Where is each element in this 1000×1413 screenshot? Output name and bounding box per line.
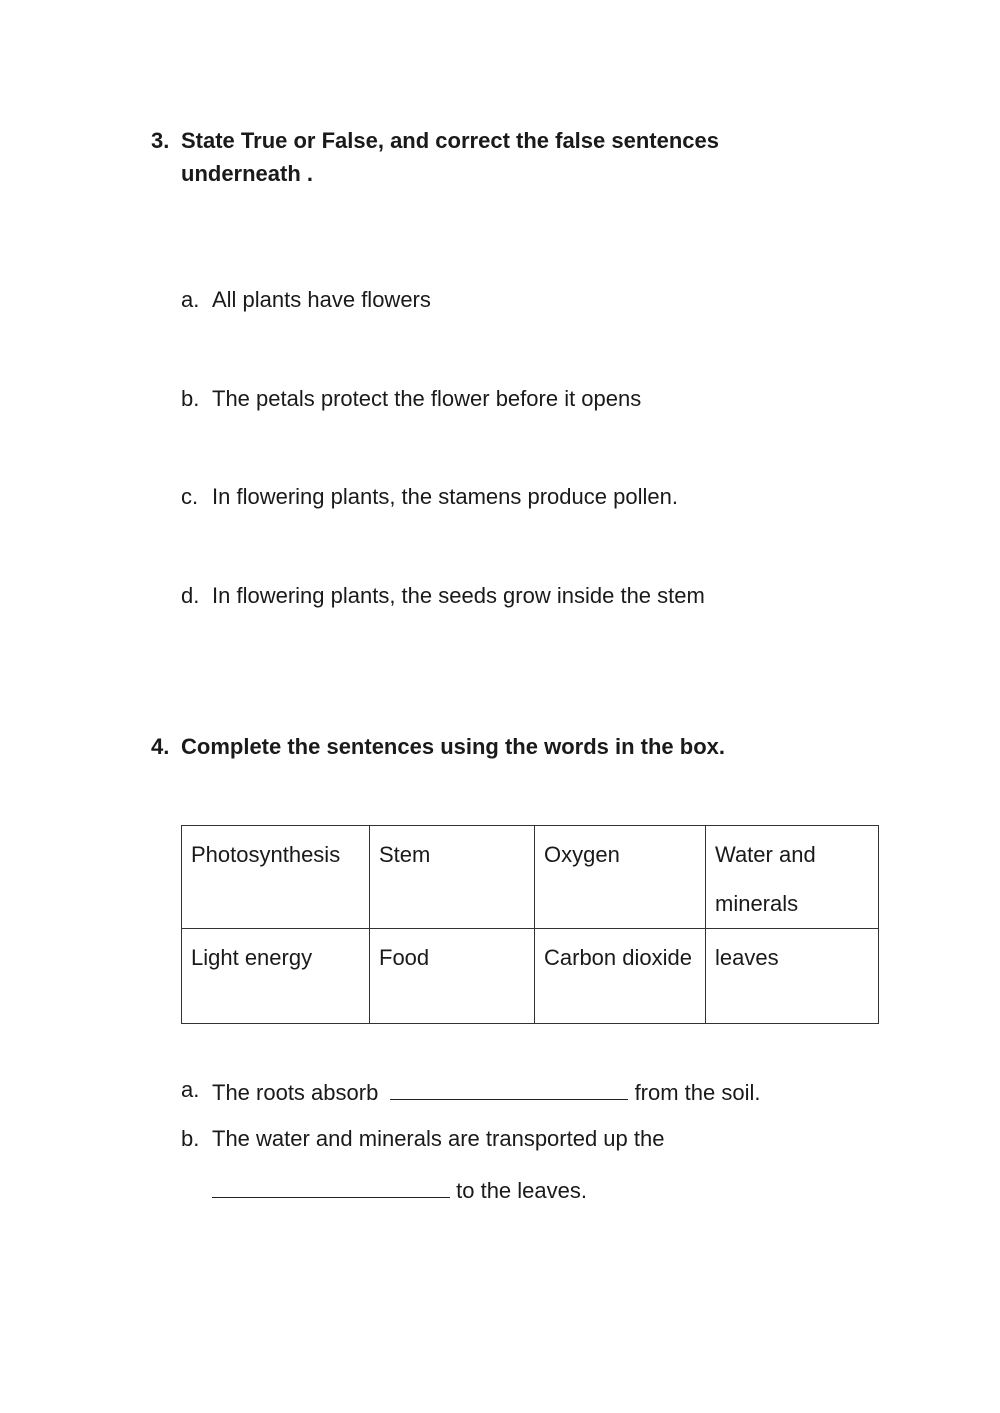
- answer-blank[interactable]: [212, 1175, 450, 1198]
- word-box-row: [182, 929, 879, 1024]
- answer-blank[interactable]: [390, 1077, 628, 1100]
- word-box-cell: Photosynthesis: [182, 826, 370, 929]
- question-3-item-b: [181, 386, 642, 412]
- question-4-number: 4.: [151, 734, 170, 759]
- item-letter: c.: [181, 484, 199, 509]
- item-text: In flowering plants, the seeds grow inside the stem: [212, 583, 705, 608]
- item-text: The petals protect the flower before it opens: [212, 386, 642, 411]
- item-text-before: The roots absorb: [212, 1080, 379, 1105]
- item-text-after: to the leaves.: [456, 1178, 587, 1203]
- word-box-table: [181, 825, 879, 1024]
- item-text: All plants have flowers: [212, 287, 431, 312]
- word-box-cell: Carbon dioxide: [535, 929, 706, 1024]
- item-letter: a.: [181, 287, 200, 312]
- item-letter: a.: [181, 1077, 200, 1102]
- question-4-item-b-line2: [212, 1175, 587, 1204]
- item-text-line1: The water and minerals are transported up the: [212, 1126, 665, 1151]
- question-4-heading: Complete the sentences using the words in the box.: [181, 734, 725, 759]
- item-letter: b.: [181, 386, 200, 411]
- question-3-number: 3.: [151, 128, 170, 153]
- item-letter: d.: [181, 583, 200, 608]
- word-box-cell: Light energy: [182, 929, 370, 1024]
- word-box-row: [182, 826, 879, 929]
- item-text-after: from the soil.: [634, 1080, 761, 1105]
- question-3-heading-line1: State True or False, and correct the false sentences: [181, 128, 719, 153]
- word-box-cell: Food: [370, 929, 535, 1024]
- question-3-item-c: [181, 484, 678, 510]
- item-letter: b.: [181, 1126, 200, 1151]
- word-box-cell: Water and minerals: [706, 826, 879, 929]
- question-3-item-a: [181, 287, 431, 313]
- question-3-heading-line2: underneath .: [181, 161, 314, 186]
- question-3-heading: [181, 124, 901, 190]
- word-box-cell: Stem: [370, 826, 535, 929]
- word-box-cell: Oxygen: [535, 826, 706, 929]
- question-4-item-b: [181, 1126, 665, 1152]
- item-text: In flowering plants, the stamens produce pollen.: [212, 484, 678, 509]
- word-box-cell: leaves: [706, 929, 879, 1024]
- question-3-item-d: [181, 583, 705, 609]
- question-4-item-a: [181, 1077, 761, 1105]
